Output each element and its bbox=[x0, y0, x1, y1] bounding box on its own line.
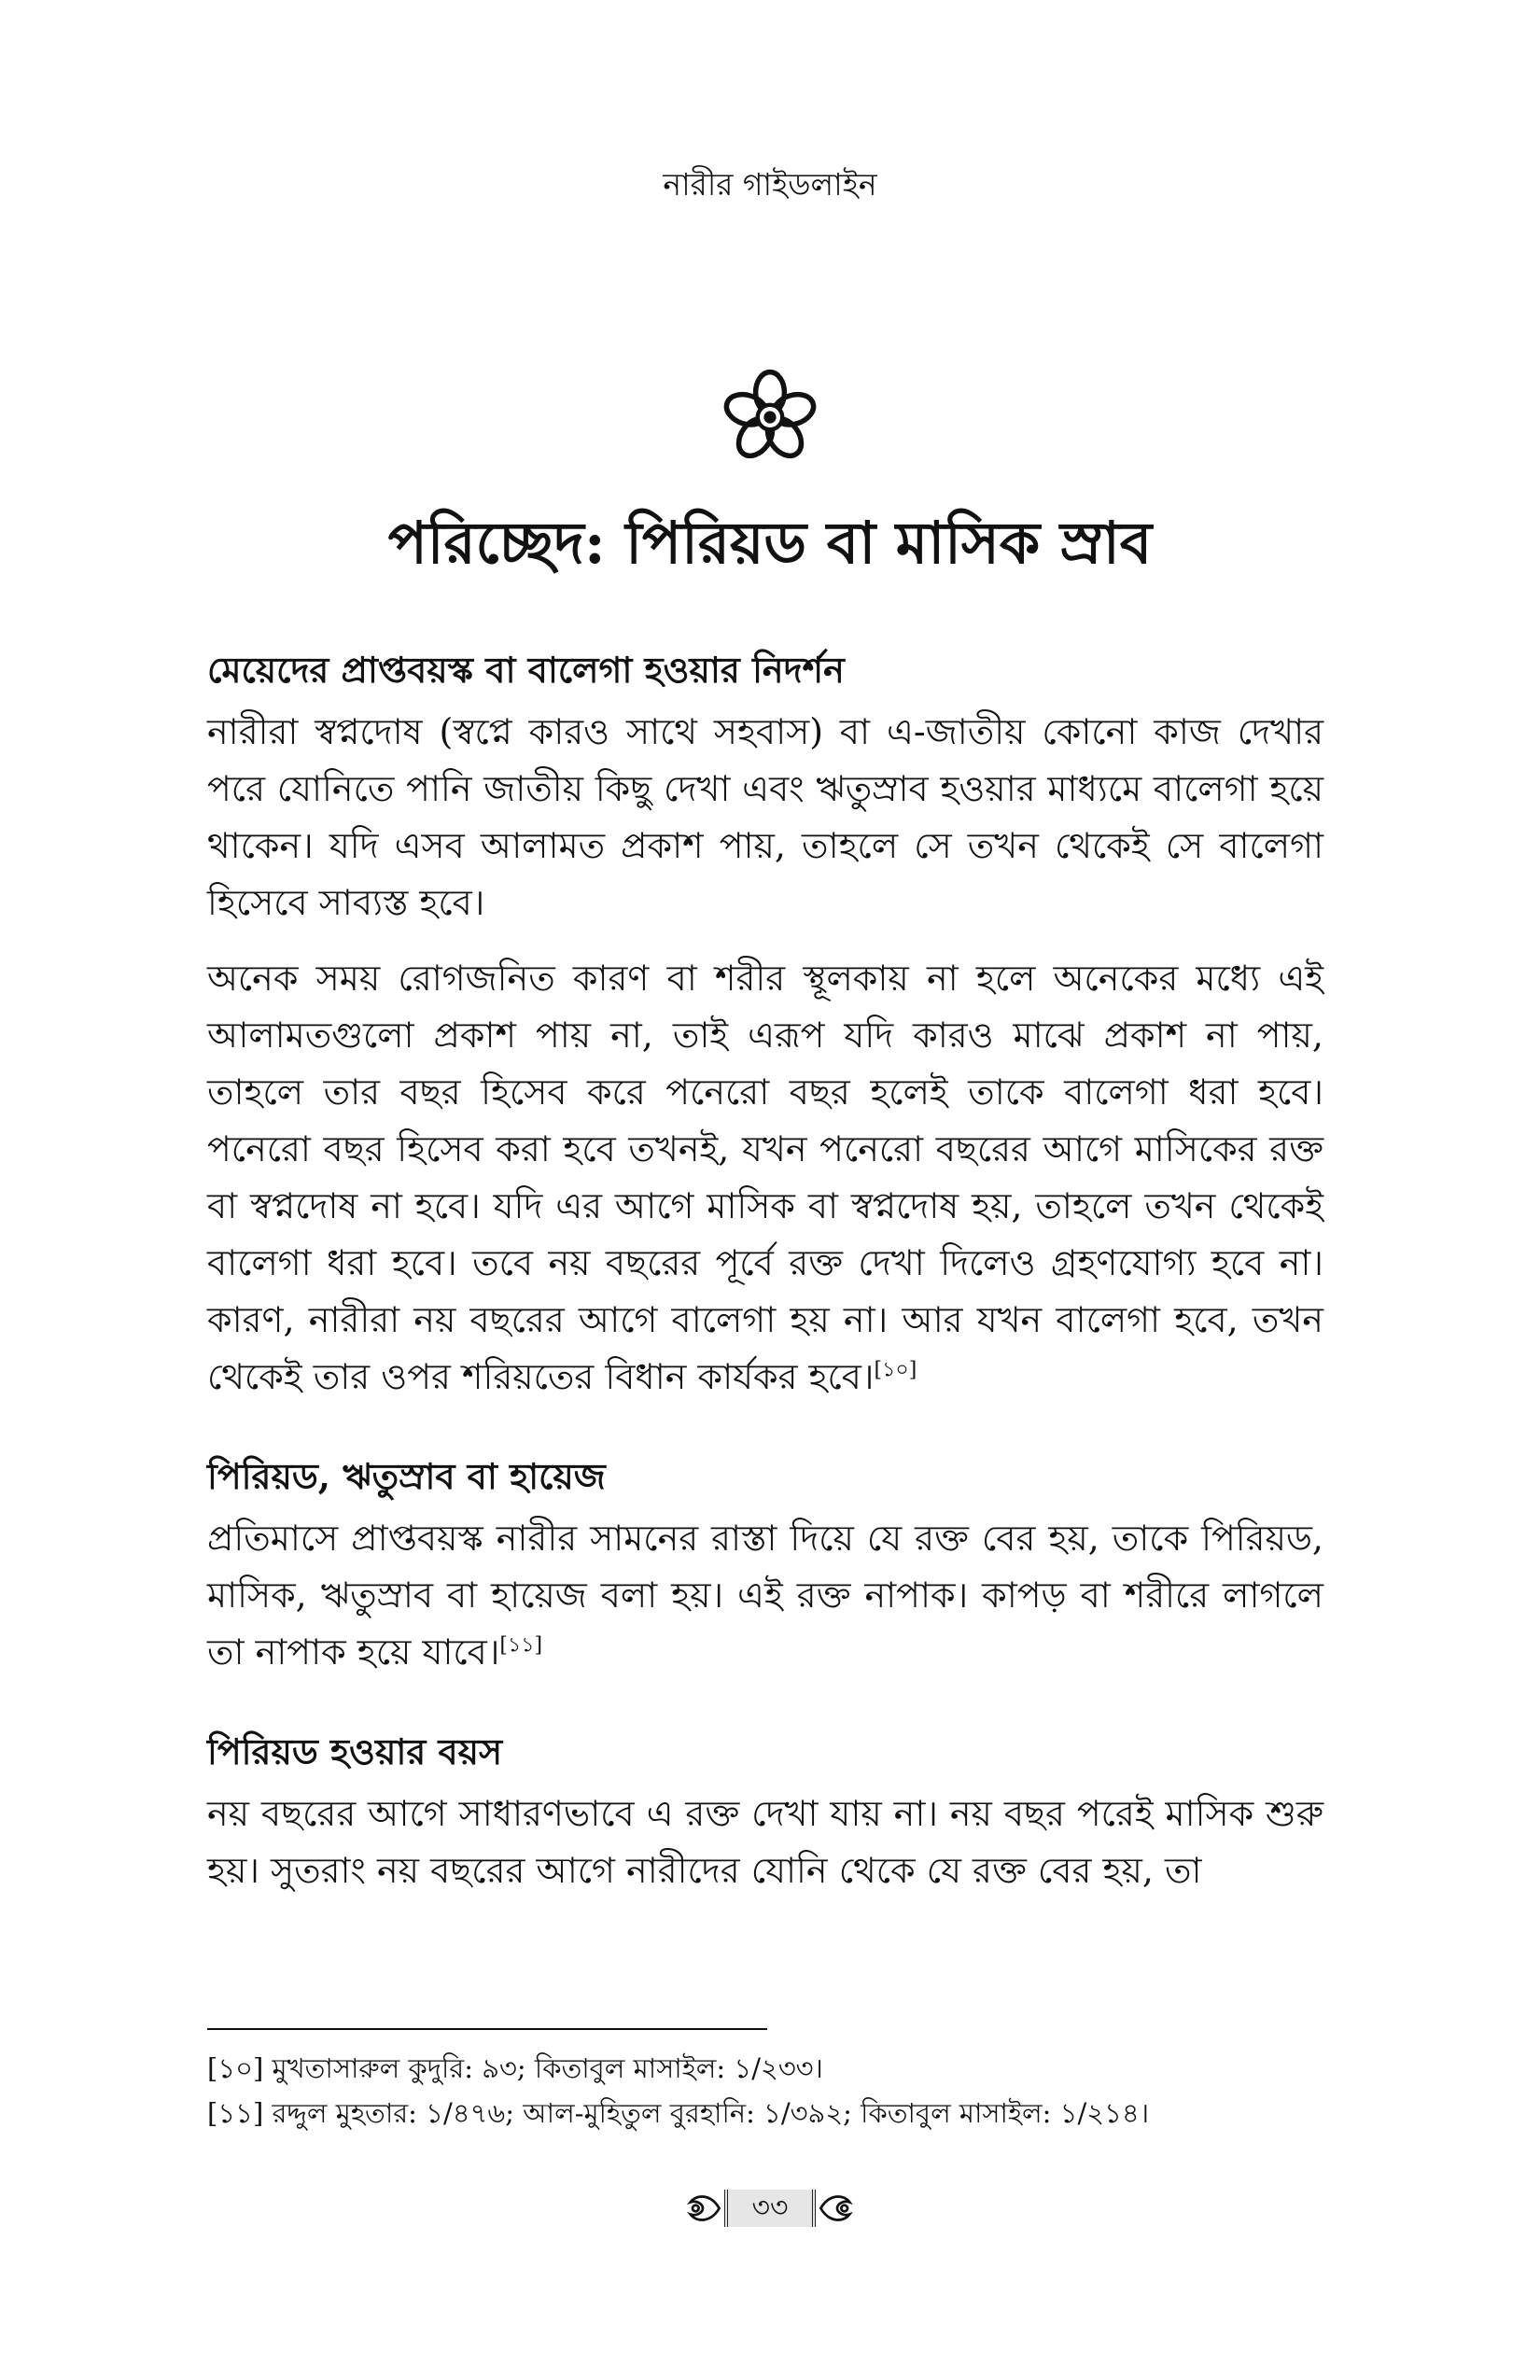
chapter-title: পরিচ্ছেদ: পিরিয়ড বা মাসিক স্রাব bbox=[387, 509, 1153, 577]
footnote: [১১] রদ্দুল মুহতার: ১/৪৭৬; আল-মুহিতুল বুরহানি: ১/৩৯২; কিতাবুল মাসাইল: ১/২১৪। bbox=[207, 2097, 1150, 2129]
paragraph: অনেক সময় রোগজনিত কারণ বা শরীর স্থূলকায় না হলে অনেকের মধ্যে এই আলামতগুলো প্রকাশ পায় না, তাই এরূপ যদি কারও মাঝে প্রকাশ না পায়, তাহলে তার বছর হিসেব করে পনেরো বছর হলেই তাকে বালেগা ধরা হবে। পনেরো বছর হিসেব করা হবে তখনই, যখন পনেরো বছরের আগে মাসিকের রক্ত বা স্বপ্নদোষ না হবে। যদি এর আগে মাসিক বা স্বপ্নদোষ হয়, তাহলে তখন থেকেই বালেগা ধরা হবে। তবে নয় বছরের পূর্বে রক্ত দেখা দিলেও গ্রহণযোগ্য হবে না। কারণ, নারীরা নয় বছরের আগে বালেগা হয় না। আর যখন বালেগা হবে, তখন থেকেই তার ওপর শরিয়তের বিধান কার্যকর হবে।[১০] bbox=[207, 958, 1323, 1397]
section-puberty-signs bbox=[207, 644, 1323, 1406]
page-number-block bbox=[677, 2184, 863, 2233]
footnotes bbox=[207, 2046, 1323, 2135]
section-heading: পিরিয়ড হওয়ার বয়স bbox=[207, 1730, 503, 1772]
footnote: [১০] মুখতাসারুল কুদুরি: ৯৩; কিতাবুল মাসাইল: ১/২৩৩। bbox=[207, 2052, 823, 2084]
footnote-ref[interactable]: [১১] bbox=[499, 1633, 543, 1658]
paragraph: নয় বছরের আগে সাধারণভাবে এ রক্ত দেখা যায় না। নয় বছর পরেই মাসিক শুরু হয়। সুতরাং নয় বছরের আগে নারীদের যোনি থেকে যে রক্ত বের হয়, তা bbox=[207, 1793, 1323, 1891]
floral-ornament-icon bbox=[816, 2188, 859, 2229]
running-head: নারীর গাইডলাইন bbox=[663, 166, 877, 203]
section-period-age bbox=[207, 1726, 1323, 1899]
footnote-divider bbox=[207, 2028, 767, 2030]
section-period-definition bbox=[207, 1450, 1323, 1681]
main-content bbox=[207, 644, 1323, 1944]
floral-ornament-icon bbox=[681, 2188, 724, 2229]
page-number: ৩৩ bbox=[724, 2190, 816, 2227]
paragraph: প্রতিমাসে প্রাপ্তবয়স্ক নারীর সামনের রাস্তা দিয়ে যে রক্ত বের হয়, তাকে পিরিয়ড, মাসিক, ঋতুস্রাব বা হায়েজ বলা হয়। এই রক্ত নাপাক। কাপড় বা শরীরে লাগলে তা নাপাক হয়ে যাবে।[১১] bbox=[207, 1518, 1323, 1673]
section-heading: মেয়েদের প্রাপ্তবয়স্ক বা বালেগা হওয়ার নিদর্শন bbox=[207, 649, 845, 691]
flower-icon bbox=[719, 366, 821, 469]
section-heading: পিরিয়ড, ঋতুস্রাব বা হায়েজ bbox=[207, 1455, 606, 1497]
footnote-ref[interactable]: [১০] bbox=[874, 1358, 917, 1382]
paragraph: নারীরা স্বপ্নদোষ (স্বপ্নে কারও সাথে সহবাস) বা এ-জাতীয় কোনো কাজ দেখার পরে যোনিতে পানি জাতীয় কিছু দেখা এবং ঋতুস্রাব হওয়ার মাধ্যমে বালেগা হয়ে থাকেন। যদি এসব আলামত প্রকাশ পায়, তাহলে সে তখন থেকেই সে বালেগা হিসেবে সাব্যস্ত হবে। bbox=[207, 711, 1323, 923]
